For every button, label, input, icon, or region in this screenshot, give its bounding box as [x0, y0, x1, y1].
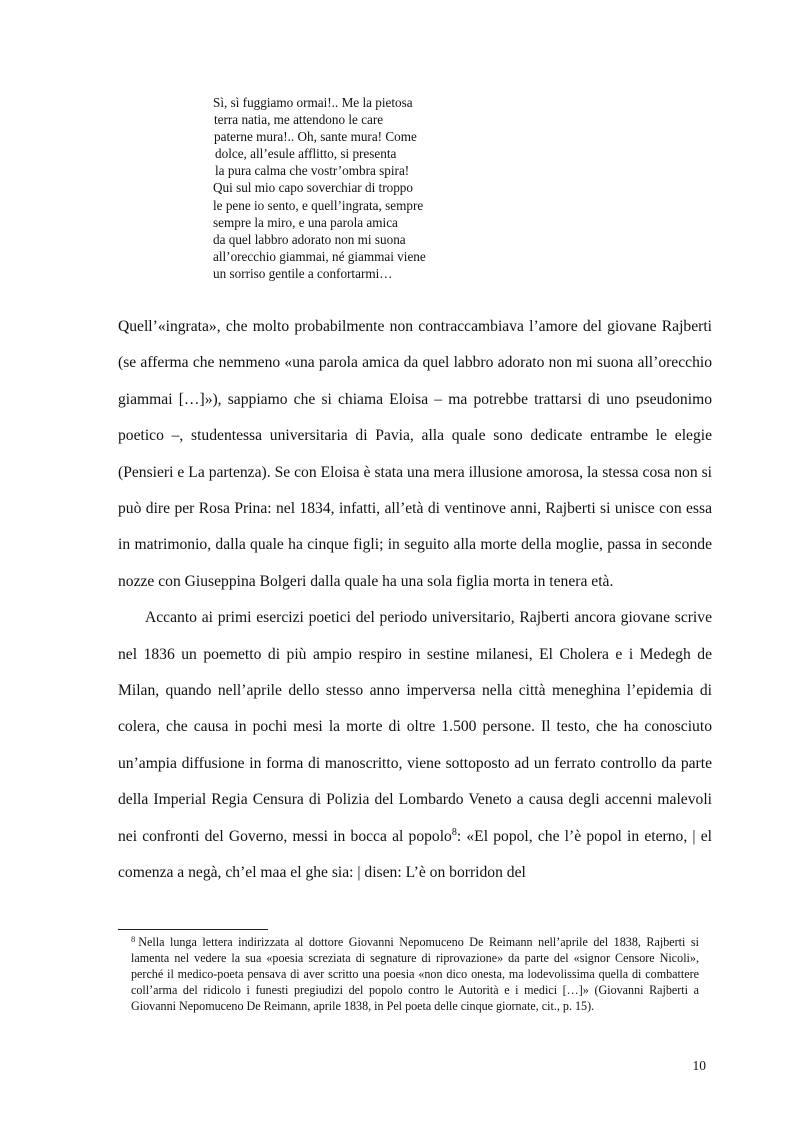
poem-line: terra natia, me attendono le care [214, 112, 384, 128]
footnote-number: 8 [131, 934, 136, 944]
poem-line: un sorriso gentile a confortarmi… [213, 265, 393, 281]
body-text [118, 309, 712, 892]
footnote [131, 935, 699, 1015]
poem-line: le pene io sento, e quell’ingrata, sempre [213, 197, 424, 213]
poem-line: sempre la miro, e una parola amica [213, 214, 398, 230]
poem-line: Qui sul mio capo soverchiar di troppo [213, 180, 413, 196]
poem-line: la pura calma che vostr’ombra spira! [215, 163, 410, 179]
paragraph-2 [118, 600, 712, 891]
poem-line: da quel labbro adorato non mi suona [213, 231, 406, 247]
paragraph-2-continuation: : «El popol, che l’è popol in eterno, | el comenza a negà, ch’el maa el ghe sia: | disen: L’è on borridon del [118, 827, 712, 882]
page-number: 10 [692, 1058, 706, 1073]
footnote-text: Nella lunga lettera indirizzata al dottore Giovanni Nepomuceno De Reimann nell’aprile del 1838, Rajberti si lamenta nel vedere la sua «poesia screziata di segnature di riprovazione» da parte del «signor Censore Nicoli», perché il medico-poeta pensava di aver scritto una poesia «non dico onesta, ma lodevolissima quella di combattere coll’arma del ridicolo i funesti pregiudizi del popolo contro le Autorità e i medici […]» (Giovanni Rajberti a Giovanni Nepomuceno De Reimann, aprile 1838, in Pel poeta delle cinque giornate, cit., p. 15). [131, 935, 699, 1013]
poem-line: Sì, sì fuggiamo ormai!.. Me la pietosa [213, 95, 413, 110]
poem-line: paterne mura!.. Oh, sante mura! Come [214, 129, 417, 145]
poem-line: dolce, all’esule afflitto, si presenta [215, 146, 397, 162]
paragraph-2-text: Accanto ai primi esercizi poetici del periodo universitario, Rajberti ancora giovane scrive nel 1836 un poemetto di più ampio respiro in sestine milanesi, El Cholera e i Medegh de Milan, quando nell’aprile dello stesso anno imperversa nella città meneghina l’epidemia di colera, che causa in pochi mesi la morte di oltre 1.500 persone. Il testo, che ha conosciuto un’ampia diffusione in forma di manoscritto, viene sottoposto ad un ferrato controllo da parte della Imperial Regia Censura di Polizia del Lombardo Veneto a causa degli accenni malevoli nei confronti del Governo, messi in bocca al popolo [118, 609, 712, 845]
footnote-separator [118, 929, 268, 930]
paragraph-1: Quell’«ingrata», che molto probabilmente non contraccambiava l’amore del giovane Rajberti (se afferma che nemmeno «una parola amica da quel labbro adorato non mi suona all’orecchio giammai […]»), sappiamo che si chiama Eloisa – ma potrebbe trattarsi di uno pseudonimo poetico –, studentessa universitaria di Pavia, alla quale sono dedicate entrambe le elegie (Pensieri e La partenza). Se con Eloisa è stata una mera illusione amorosa, la stessa cosa non si può dire per Rosa Prina: nel 1834, infatti, all’età di ventinove anni, Rajberti si unisce con essa in matrimonio, dalla quale ha cinque figli; in seguito alla morte della moglie, passa in seconde nozze con Giuseppina Bolgeri dalla quale ha una sola figlia morta in tenera età. [118, 318, 712, 590]
footnote-reference[interactable]: 8 [451, 826, 457, 838]
poem-quotation [213, 94, 513, 282]
poem-line: all’orecchio giammai, né giammai viene [213, 248, 426, 264]
